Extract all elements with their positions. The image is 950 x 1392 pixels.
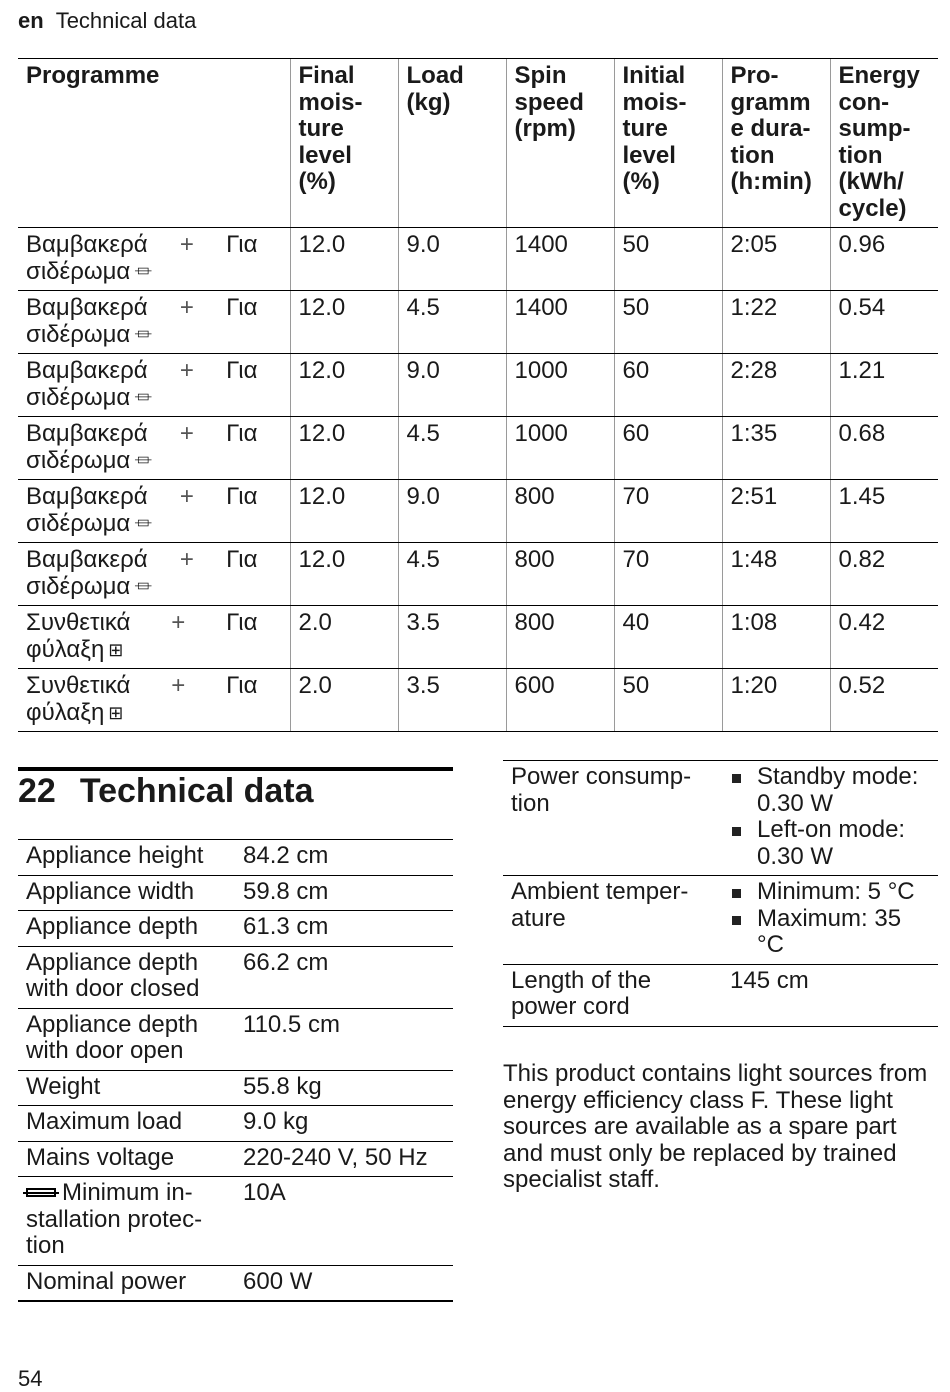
cupboard-icon: ⊞ — [108, 702, 124, 723]
section-title: Technical data — [79, 772, 314, 810]
initial-cell: 70 — [614, 480, 722, 543]
load-cell: 3.5 — [398, 606, 506, 669]
programme-option-name: σιδέρωμα — [26, 383, 131, 411]
energy-cell: 0.52 — [830, 669, 938, 732]
duration-cell: 2:51 — [722, 480, 830, 543]
programme-option-name: σιδέρωμα — [26, 320, 131, 348]
section-rule — [18, 767, 453, 771]
iron-icon: ⏛ — [134, 576, 153, 597]
programme-cell — [18, 291, 290, 354]
table-header-row — [18, 59, 938, 228]
spec-value — [722, 761, 938, 876]
spec-value: 600 W — [235, 1265, 453, 1301]
spin-cell: 800 — [506, 606, 614, 669]
duration-cell: 2:28 — [722, 354, 830, 417]
duration-cell: 2:05 — [722, 228, 830, 291]
column-header-line: (%) — [622, 168, 660, 195]
plus-sign: + — [179, 357, 194, 384]
programme-option: Για — [226, 357, 258, 384]
programme-main: Βαμβακερά — [26, 294, 148, 321]
column-header-line: ture — [298, 115, 344, 142]
column-header-line: tion — [838, 141, 883, 169]
programme-option-name: σιδέρωμα — [26, 509, 131, 537]
programme-cell — [18, 543, 290, 606]
initial-cell: 50 — [614, 669, 722, 732]
final-cell: 12.0 — [290, 228, 398, 291]
table-row — [18, 1008, 453, 1070]
programme-option-line — [26, 322, 282, 349]
programme-main: Βαμβακερά — [26, 357, 148, 384]
column-header-line: Final — [298, 62, 355, 89]
plus-sign: + — [179, 420, 194, 447]
column-header-line: (kWh/ — [838, 168, 904, 195]
load-cell: 9.0 — [398, 480, 506, 543]
table-row — [18, 291, 938, 354]
fuse-icon — [26, 1188, 56, 1197]
load-cell: 3.5 — [398, 669, 506, 732]
programme-option: Για — [226, 294, 258, 321]
programme-option: Για — [226, 231, 258, 258]
spec-value: 61.3 cm — [235, 911, 453, 947]
spec-value: 220-240 V, 50 Hz — [235, 1141, 453, 1177]
programme-table — [18, 58, 938, 732]
column-header-line: Load — [406, 62, 464, 89]
energy-cell: 1.21 — [830, 354, 938, 417]
duration-cell: 1:08 — [722, 606, 830, 669]
programme-option: Για — [226, 672, 258, 699]
spec-value: 84.2 cm — [235, 840, 453, 876]
iron-icon: ⏛ — [134, 387, 153, 408]
spec-value: 10A — [235, 1177, 453, 1266]
spec-label-text: Nominal power — [26, 1267, 187, 1295]
column-header-line: Pro- — [730, 62, 779, 89]
column-header — [18, 59, 290, 228]
programme-name-line — [26, 295, 282, 322]
spec-value — [722, 876, 938, 965]
programme-name-line — [26, 547, 282, 574]
table-row — [18, 1141, 453, 1177]
column-header-line: mois- — [298, 88, 363, 116]
spec-label-text: Appliance height — [26, 842, 204, 869]
column-header-line: Energy — [838, 62, 920, 89]
programme-option: Για — [226, 420, 258, 447]
table-row — [18, 480, 938, 543]
initial-cell: 70 — [614, 543, 722, 606]
duration-cell: 1:48 — [722, 543, 830, 606]
spec-label-text: Maximum load — [26, 1108, 183, 1135]
spec-label — [18, 1106, 235, 1142]
programme-main: Βαμβακερά — [26, 231, 148, 258]
programme-name-line — [26, 421, 282, 448]
column-header-line: (%) — [298, 168, 336, 195]
programme-main: Συνθετικά — [26, 609, 131, 636]
spec-label: Length of the power cord — [503, 964, 722, 1026]
spin-cell: 1000 — [506, 417, 614, 480]
table-row — [18, 228, 938, 291]
spec-value: 145 cm — [722, 964, 938, 1026]
plus-sign: + — [171, 609, 186, 636]
programme-main: Βαμβακερά — [26, 483, 148, 510]
spec-label — [18, 1177, 235, 1266]
table-row — [18, 1106, 453, 1142]
programme-option-line — [26, 511, 282, 538]
bullet-list — [730, 764, 930, 870]
column-header — [722, 59, 830, 228]
spec-value: 55.8 kg — [235, 1070, 453, 1106]
table-row — [18, 543, 938, 606]
programme-option-name: σιδέρωμα — [26, 446, 131, 474]
language-tag: en — [18, 8, 44, 33]
plus-sign: + — [179, 546, 194, 573]
programme-main: Βαμβακερά — [26, 546, 148, 573]
column-header-line: Programme — [26, 62, 160, 89]
spec-value: 110.5 cm — [235, 1008, 453, 1070]
section-number: 22 — [18, 772, 56, 810]
table-row — [18, 946, 453, 1008]
table-row — [18, 840, 453, 876]
iron-icon: ⏛ — [134, 261, 153, 282]
page-number: 54 — [18, 1366, 43, 1391]
column-header — [290, 59, 398, 228]
duration-cell: 1:22 — [722, 291, 830, 354]
spec-label — [18, 1141, 235, 1177]
column-header-line: gramm — [730, 88, 811, 116]
programme-option-name: σιδέρωμα — [26, 257, 131, 285]
spec-label-text: Appliance width — [26, 877, 195, 905]
spec-label — [18, 1070, 235, 1106]
plus-sign: + — [171, 672, 186, 699]
column-header-line: level — [622, 141, 676, 169]
programme-option-line — [26, 385, 282, 412]
programme-option-name: φύλαξη — [26, 698, 105, 726]
final-cell: 12.0 — [290, 543, 398, 606]
programme-option-line — [26, 448, 282, 475]
final-cell: 12.0 — [290, 417, 398, 480]
bullet-list — [730, 879, 930, 959]
load-cell: 4.5 — [398, 543, 506, 606]
programme-cell — [18, 669, 290, 732]
column-header-line: (rpm) — [514, 115, 576, 142]
initial-cell: 50 — [614, 291, 722, 354]
programme-option: Για — [226, 546, 258, 573]
programme-option-line — [26, 700, 282, 727]
programme-option-line — [26, 259, 282, 286]
spec-label — [18, 875, 235, 911]
plus-sign: + — [179, 231, 194, 258]
final-cell: 12.0 — [290, 291, 398, 354]
spin-cell: 1400 — [506, 291, 614, 354]
table-row — [18, 669, 938, 732]
table-row — [18, 875, 453, 911]
list-item: Left-on mode: 0.30 W — [730, 817, 930, 870]
table-row — [18, 354, 938, 417]
column-header-line: level — [298, 141, 352, 169]
table-row — [18, 606, 938, 669]
column-header-line: (kg) — [406, 88, 451, 116]
load-cell: 9.0 — [398, 354, 506, 417]
spec-label — [18, 1265, 235, 1301]
list-item: Standby mode: 0.30 W — [730, 764, 930, 817]
column-header — [506, 59, 614, 228]
column-header-line: Spin — [514, 62, 567, 89]
column-header-line: mois- — [622, 88, 687, 116]
spec-label — [18, 840, 235, 876]
programme-name-line — [26, 484, 282, 511]
spec-label-text: Appliance depth with door open — [26, 1010, 199, 1064]
initial-cell: 40 — [614, 606, 722, 669]
initial-cell: 50 — [614, 228, 722, 291]
table-row — [503, 964, 938, 1026]
duration-cell: 1:35 — [722, 417, 830, 480]
page-header — [18, 8, 196, 34]
programme-main: Βαμβακερά — [26, 420, 148, 447]
programme-name-line — [26, 673, 282, 700]
iron-icon: ⏛ — [134, 324, 153, 345]
column-header-line: ture — [622, 115, 668, 142]
spin-cell: 1000 — [506, 354, 614, 417]
iron-icon: ⏛ — [134, 450, 153, 471]
column-header — [614, 59, 722, 228]
final-cell: 12.0 — [290, 480, 398, 543]
technical-data-table — [18, 839, 453, 1302]
spin-cell: 1400 — [506, 228, 614, 291]
load-cell: 4.5 — [398, 417, 506, 480]
table-row — [18, 911, 453, 947]
programme-option: Για — [226, 609, 258, 636]
programme-main: Συνθετικά — [26, 672, 131, 699]
spin-cell: 800 — [506, 480, 614, 543]
table-row — [18, 1070, 453, 1106]
spec-label: Power consump-tion — [503, 761, 722, 876]
iron-icon: ⏛ — [134, 513, 153, 534]
spec-value: 66.2 cm — [235, 946, 453, 1008]
column-header — [398, 59, 506, 228]
duration-cell: 1:20 — [722, 669, 830, 732]
load-cell: 4.5 — [398, 291, 506, 354]
spec-label-text: Mains voltage — [26, 1143, 175, 1171]
programme-option-name: φύλαξη — [26, 635, 105, 663]
column-header-line: Initial — [622, 62, 686, 89]
table-row — [18, 1265, 453, 1301]
column-header-line: (h:min) — [730, 168, 812, 195]
spec-label-text: Appliance depth — [26, 913, 199, 940]
programme-cell — [18, 354, 290, 417]
programme-name-line — [26, 358, 282, 385]
spec-label — [18, 911, 235, 947]
initial-cell: 60 — [614, 417, 722, 480]
energy-cell: 1.45 — [830, 480, 938, 543]
programme-cell — [18, 417, 290, 480]
energy-cell: 0.68 — [830, 417, 938, 480]
column-header-line: cycle) — [838, 194, 907, 222]
technical-data-table-continued — [503, 760, 938, 1027]
spec-value: 59.8 cm — [235, 875, 453, 911]
column-header-line: speed — [514, 88, 584, 116]
final-cell: 12.0 — [290, 354, 398, 417]
programme-name-line — [26, 610, 282, 637]
column-header — [830, 59, 938, 228]
spec-value: 9.0 kg — [235, 1106, 453, 1142]
initial-cell: 60 — [614, 354, 722, 417]
table-row — [503, 761, 938, 876]
programme-cell — [18, 480, 290, 543]
spin-cell: 600 — [506, 669, 614, 732]
programme-option-line — [26, 574, 282, 601]
list-item: Minimum: 5 °C — [730, 879, 930, 906]
cupboard-icon: ⊞ — [108, 639, 124, 660]
programme-option-name: σιδέρωμα — [26, 572, 131, 600]
energy-cell: 0.96 — [830, 228, 938, 291]
column-header-line: tion — [730, 141, 775, 169]
spec-label-text: Weight — [26, 1072, 101, 1100]
column-header-line: con- — [838, 88, 890, 116]
load-cell: 9.0 — [398, 228, 506, 291]
programme-cell — [18, 606, 290, 669]
column-header-line: e dura- — [730, 115, 811, 142]
plus-sign: + — [179, 483, 194, 510]
programme-option: Για — [226, 483, 258, 510]
spin-cell: 800 — [506, 543, 614, 606]
table-row — [503, 876, 938, 965]
table-row — [18, 1177, 453, 1266]
spec-label-text: Minimum in-stallation protec-tion — [26, 1179, 203, 1259]
programme-cell — [18, 228, 290, 291]
final-cell: 2.0 — [290, 606, 398, 669]
header-title: Technical data — [55, 8, 197, 33]
column-header-line: sump- — [838, 115, 911, 142]
programme-name-line — [26, 232, 282, 259]
plus-sign: + — [179, 294, 194, 321]
energy-cell: 0.82 — [830, 543, 938, 606]
spec-label: Ambient temper-ature — [503, 876, 722, 965]
list-item: Maximum: 35 °C — [730, 906, 930, 959]
spec-label-text: Appliance depth with door closed — [26, 948, 200, 1002]
energy-cell: 0.42 — [830, 606, 938, 669]
programme-option-line — [26, 637, 282, 664]
spec-label — [18, 946, 235, 1008]
energy-cell: 0.54 — [830, 291, 938, 354]
spec-label — [18, 1008, 235, 1070]
section-heading — [18, 772, 314, 811]
table-row — [18, 417, 938, 480]
light-source-note: This product contains light sources from energy efficiency class F. These light sources are available as a spare part and must only be replaced by trained specialist staff. — [503, 1060, 928, 1193]
final-cell: 2.0 — [290, 669, 398, 732]
